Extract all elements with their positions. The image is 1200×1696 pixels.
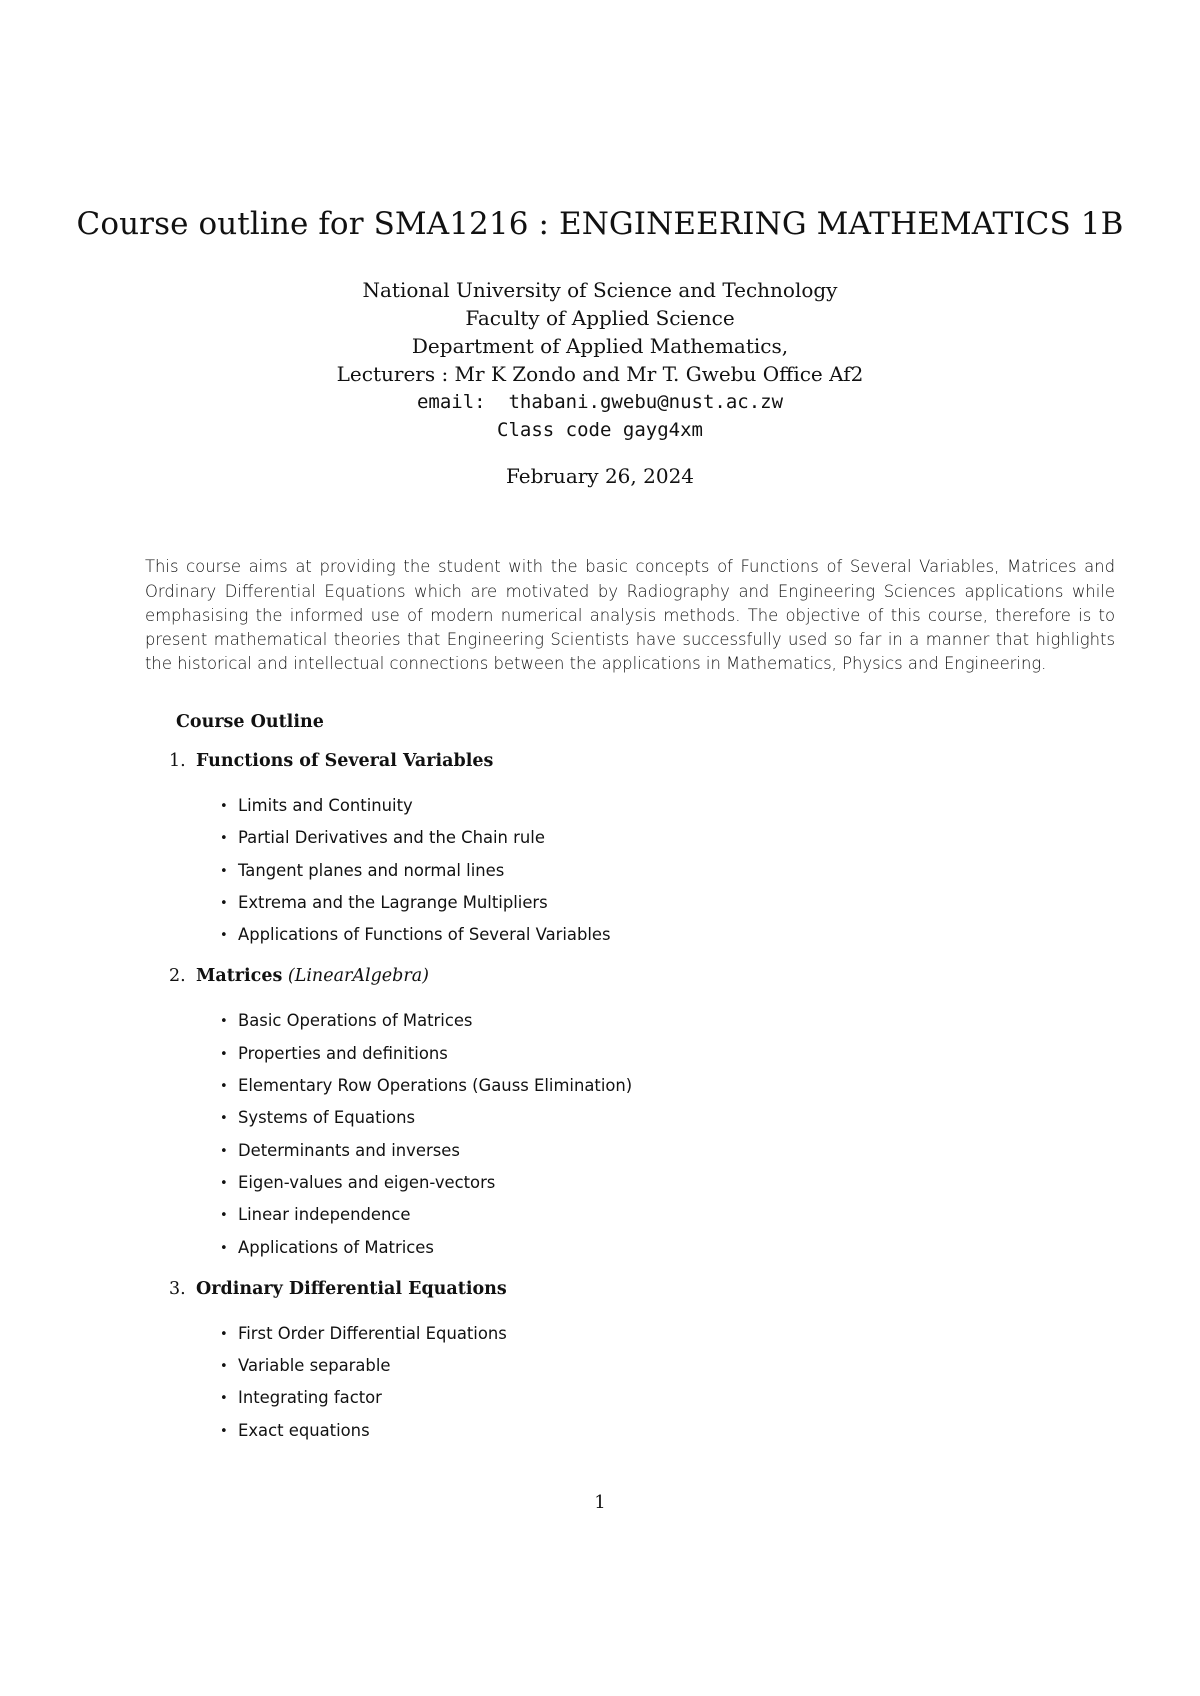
topic-text: Eigen-values and eigen-vectors [238,1172,496,1192]
department-name: Department of Applied Mathematics, [411,334,789,358]
university-name: National University of Science and Technology [362,278,838,302]
bullet-icon: • [220,1046,228,1062]
topic-item [220,1005,1069,1037]
topic-item [220,887,1069,919]
topic-item [220,1382,1069,1414]
topic-item [220,790,1069,822]
topic-list [169,790,1069,951]
topic-item [220,1038,1069,1070]
topic-text: Exact equations [238,1420,370,1440]
outline-heading: Course Outline [176,712,324,732]
topic-item [220,1318,1069,1350]
topic-text: Integrating factor [238,1388,382,1408]
topic-text: Partial Derivatives and the Chain rule [238,828,545,848]
section-number: 3. [169,1278,186,1299]
topic-item [220,1102,1069,1134]
outline-section [169,1276,1069,1447]
topic-text: Determinants and inverses [238,1140,460,1160]
outline-section [169,963,1069,1263]
topic-item [220,1350,1069,1382]
course-outline-list [169,748,1069,1459]
bullet-icon: • [220,863,228,879]
topic-text: Variable separable [238,1356,391,1376]
section-title: Ordinary Differential Equations [196,1278,507,1299]
section-subtitle: (LinearAlgebra) [287,966,429,987]
outline-section [169,748,1069,951]
bullet-icon: • [220,1391,228,1407]
topic-text: Linear independence [238,1205,411,1225]
course-description: This course aims at providing the student with the basic concepts of Functions of Several Variables, Matrices and Ordinary Differential Equations which are motivated by Radiography and Engineering Sciences applications while emphasising the informed use of modern numerical analysis methods. The objective of this course, therefore is to present mathematical theories that Engineering Scientists have successfully used so far in a manner that highlights the historical and intellectual connections between the applications in Mathematics, Physics and Engineering. [145,557,1115,674]
topic-item [220,1232,1069,1264]
section-number: 1. [169,751,186,771]
topic-list [169,1318,1069,1447]
topic-text: Elementary Row Operations (Gauss Elimination) [238,1076,633,1096]
topic-item [220,1135,1069,1167]
bullet-icon: • [220,895,228,911]
bullet-icon: • [220,1079,228,1095]
bullet-icon: • [220,1175,228,1191]
topic-item [220,1070,1069,1102]
email-label: email: [416,391,486,413]
document-title: Course outline for SMA1216 : ENGINEERING MATHEMATICS 1B [76,206,1124,242]
topic-text: Applications of Functions of Several Variables [238,925,611,945]
topic-item [220,1167,1069,1199]
topic-item [220,822,1069,854]
section-title: Matrices [196,966,283,987]
section-heading [169,748,1069,774]
section-heading [169,1276,1069,1302]
topic-text: Systems of Equations [238,1108,416,1128]
page-number: 1 [594,1492,606,1513]
topic-list [169,1005,1069,1263]
topic-text: First Order Differential Equations [238,1323,507,1343]
topic-text: Limits and Continuity [238,796,413,815]
topic-text: Properties and definitions [238,1043,448,1063]
class-code: Class code gayg4xm [497,419,703,441]
bullet-icon: • [220,1326,228,1342]
bullet-icon: • [220,928,228,944]
lecturers-line: Lecturers : Mr K Zondo and Mr T. Gwebu Office Af2 [336,362,864,386]
email-address: thabani.gwebu@nust.ac.zw [508,391,784,413]
bullet-icon: • [220,799,228,814]
section-title: Functions of Several Variables [196,751,494,771]
bullet-icon: • [220,1143,228,1159]
bullet-icon: • [220,1208,228,1224]
topic-text: Applications of Matrices [238,1237,434,1257]
topic-item [220,855,1069,887]
document-date: February 26, 2024 [505,464,695,488]
bullet-icon: • [220,1240,228,1256]
email-line [0,388,1200,416]
bullet-icon: • [220,1423,228,1439]
author-block [0,276,1200,444]
bullet-icon: • [220,1014,228,1030]
section-heading [169,963,1069,989]
topic-text: Extrema and the Lagrange Multipliers [238,892,548,912]
section-number: 2. [169,966,186,987]
bullet-icon: • [220,1111,228,1127]
faculty-name: Faculty of Applied Science [465,306,735,330]
bullet-icon: • [220,831,228,847]
bullet-icon: • [220,1359,228,1375]
topic-item [220,919,1069,951]
topic-item [220,1199,1069,1231]
topic-text: Basic Operations of Matrices [238,1011,473,1031]
topic-text: Tangent planes and normal lines [238,860,505,880]
topic-item [220,1415,1069,1447]
